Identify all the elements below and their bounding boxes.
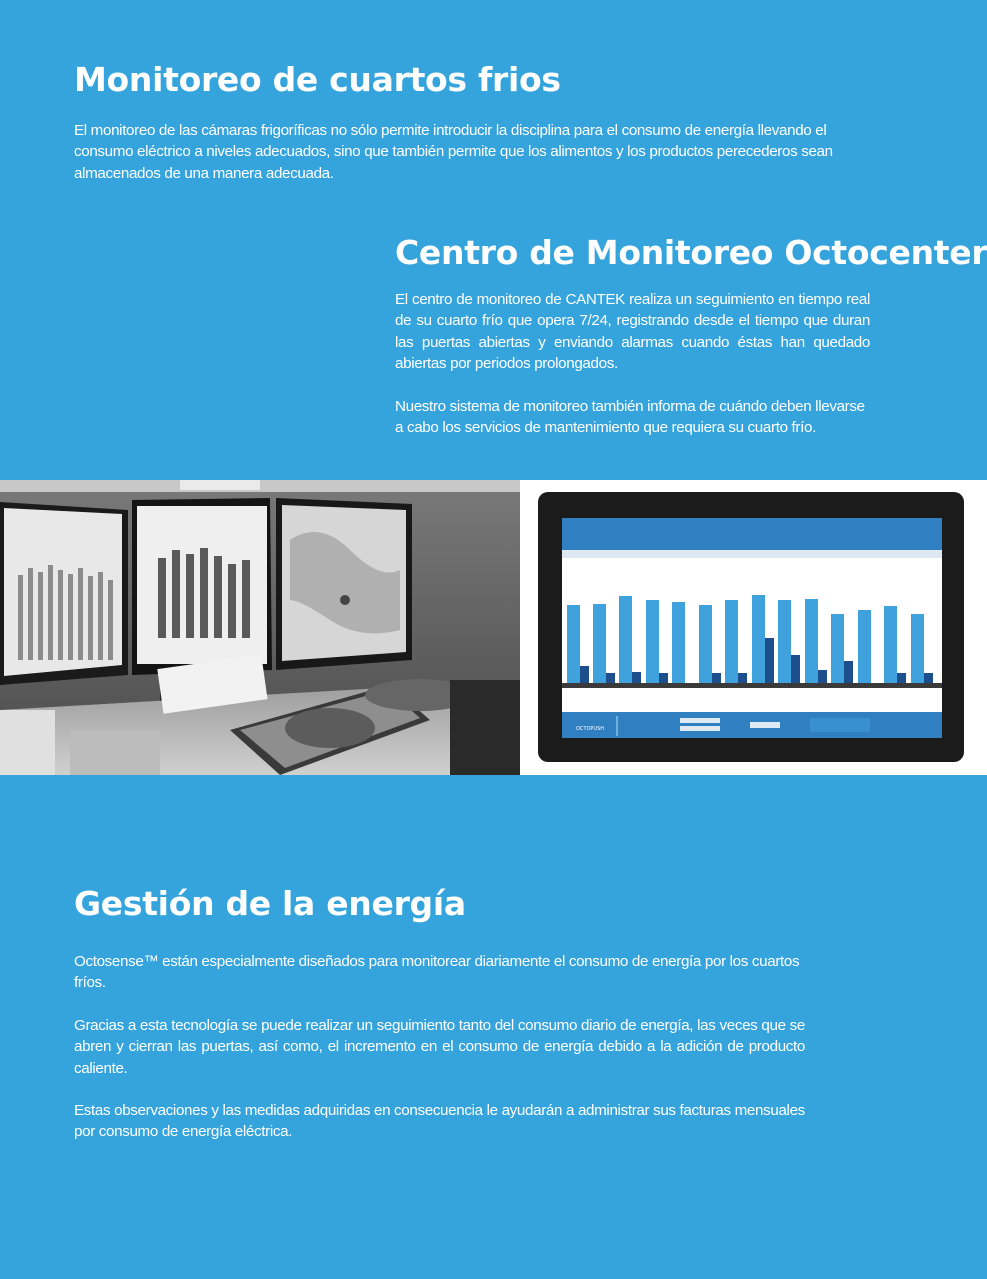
section-text-octocenter-1: El centro de monitoreo de CANTEK realiza un seguimiento en tiempo real de su cuarto frío que opera 7/24, registrando desde el tiempo que duran las puertas abiertas y enviando alarmas cuando éstas han quedado abiertas por periodos prolongados. bbox=[395, 291, 870, 373]
section-text-energy-2: Gracias a esta tecnología se puede realizar un seguimiento tanto del consumo diario de energía, las veces que se abren y cierran las puertas, así como, el incremento en el consumo de energía debido a la adición de producto caliente. bbox=[74, 1017, 805, 1077]
section-text-energy-3: Estas observaciones y las medidas adquiridas en consecuencia le ayudarán a administrar sus facturas mensuales por consumo de energía eléctrica. bbox=[74, 1102, 805, 1141]
dashboard-illustration bbox=[520, 480, 987, 775]
photo-band bbox=[0, 480, 987, 775]
monitor-left bbox=[0, 502, 128, 685]
monitoring-room-photo bbox=[0, 480, 520, 775]
section-text-cold-room-monitoring: El monitoreo de las cámaras frigoríficas no sólo permite introducir la disciplina para el consumo de energía llevando el consumo eléctrico a niveles adecuados, sino que también permite que los alimentos y los productos perecederos sean almacenados de una manera adecuada. bbox=[74, 122, 833, 182]
monitoring-room-illustration bbox=[0, 480, 520, 775]
section-text-octocenter-2: Nuestro sistema de monitoreo también informa de cuándo deben llevarse a cabo los servicios de mantenimiento que requiera su cuarto frío. bbox=[395, 398, 865, 437]
section-title-octocenter: Centro de Monitoreo Octocenter bbox=[395, 233, 987, 272]
section-text-energy-1: Octosense™ están especialmente diseñados para monitorear diariamente el consumo de energía por los cuartos fríos. bbox=[74, 953, 800, 992]
dashboard-screen-photo bbox=[520, 480, 987, 775]
brand-logo: OCTOPUSH bbox=[575, 726, 605, 732]
section-title-energy-management: Gestión de la energía bbox=[74, 884, 466, 923]
section-title-cold-room-monitoring: Monitoreo de cuartos frios bbox=[74, 60, 561, 99]
monitor-right bbox=[276, 498, 412, 670]
